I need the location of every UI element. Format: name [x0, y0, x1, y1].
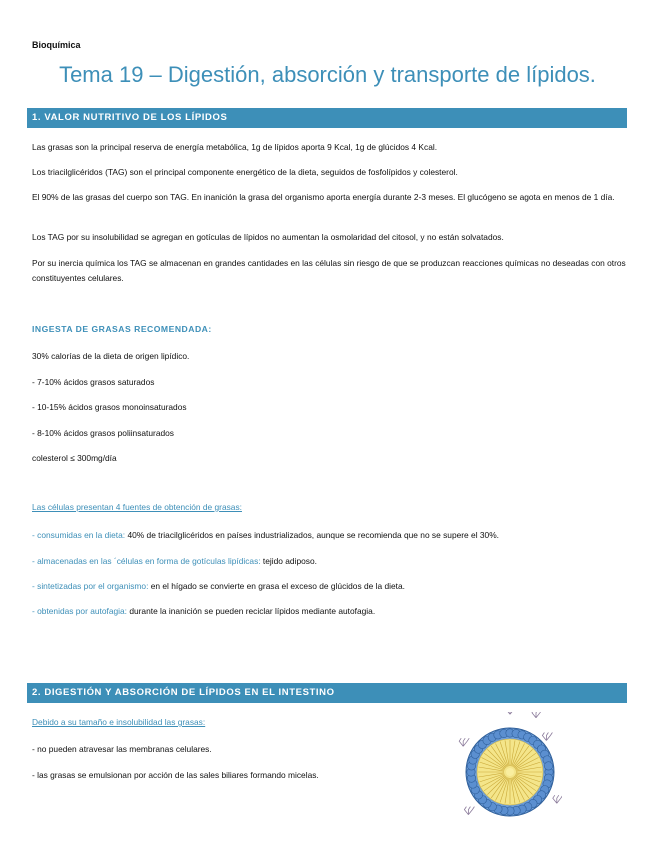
- source-item: - consumidas en la dieta: 40% de triacilglicéridos en países industrializados, aunque se recomienda que no se supere el 30%.: [32, 530, 499, 540]
- section-2-heading: 2. DIGESTIÓN Y ABSORCIÓN DE LÍPIDOS EN EL INTESTINO: [27, 683, 627, 703]
- source-term: consumidas en la dieta: [37, 530, 123, 540]
- paragraph-2: Los triacilglicéridos (TAG) son el principal componente energético de la dieta, seguidos de fosfolípidos y colesterol.: [32, 167, 458, 177]
- intake-item: - 8-10% ácidos grasos poliinsaturados: [32, 428, 174, 438]
- source-term: sintetizadas por el organismo: [37, 581, 147, 591]
- source-item: - obtenidas por autofagia: durante la inanición se pueden reciclar lípidos mediante autofagia.: [32, 606, 376, 616]
- page-title: Tema 19 – Digestión, absorción y transporte de lípidos.: [59, 62, 596, 87]
- source-item: - almacenadas en las ´células en forma de gotículas lipídicas: tejido adiposo.: [32, 556, 317, 566]
- paragraph-1: Las grasas son la principal reserva de energía metabólica, 1g de lípidos aporta 9 Kcal, 1g de glúcidos 4 Kcal.: [32, 142, 438, 152]
- list-item: - las grasas se emulsionan por acción de las sales biliares formando micelas.: [32, 770, 319, 780]
- source-text: 40% de triacilglicéridos en países industrializados, aunque se recomienda que no se supere el 30%.: [127, 530, 499, 540]
- intake-item: 30% calorías de la dieta de origen lipídico.: [32, 351, 190, 361]
- micelle-illustration-icon: [458, 712, 562, 826]
- paragraph-5: Por su inercia química los TAG se almacenan en grandes cantidades en las células sin riesgo de que se produzcan reacciones químicas no deseadas con otros constituyentes celulares.: [32, 258, 626, 283]
- source-text: tejido adiposo.: [262, 556, 317, 566]
- list-item: - no pueden atravesar las membranas celulares.: [32, 744, 212, 754]
- section-2-subheading: Debido a su tamaño e insolubilidad las grasas:: [32, 717, 206, 727]
- section-1-heading: 1. VALOR NUTRITIVO DE LOS LÍPIDOS: [27, 108, 627, 128]
- source-item: - sintetizadas por el organismo: en el hígado se convierte en grasa el exceso de glúcidos de la dieta.: [32, 581, 405, 591]
- intake-item: - 10-15% ácidos grasos monoinsaturados: [32, 402, 187, 412]
- sources-heading: Las células presentan 4 fuentes de obtención de grasas:: [32, 502, 242, 512]
- intake-item: - 7-10% ácidos grasos saturados: [32, 377, 155, 387]
- header-label: Bioquímica: [32, 40, 81, 50]
- source-text: en el hígado se convierte en grasa el exceso de glúcidos de la dieta.: [150, 581, 405, 591]
- intake-item: colesterol ≤ 300mg/día: [32, 453, 117, 463]
- intake-heading: INGESTA DE GRASAS RECOMENDADA:: [32, 324, 212, 334]
- source-term: obtenidas por autofagia: [37, 606, 125, 616]
- source-text: durante la inanición se pueden reciclar lípidos mediante autofagia.: [129, 606, 376, 616]
- paragraph-4: Los TAG por su insolubilidad se agregan en gotículas de lípidos no aumentan la osmolaridad del citosol, y no están solvatados.: [32, 232, 504, 242]
- source-term: almacenadas en las ´células en forma de gotículas lipídicas: [37, 556, 259, 566]
- paragraph-3: El 90% de las grasas del cuerpo son TAG. En inanición la grasa del organismo aporta energía durante 2-3 meses. El glucógeno se agota en menos de 1 día.: [32, 192, 615, 202]
